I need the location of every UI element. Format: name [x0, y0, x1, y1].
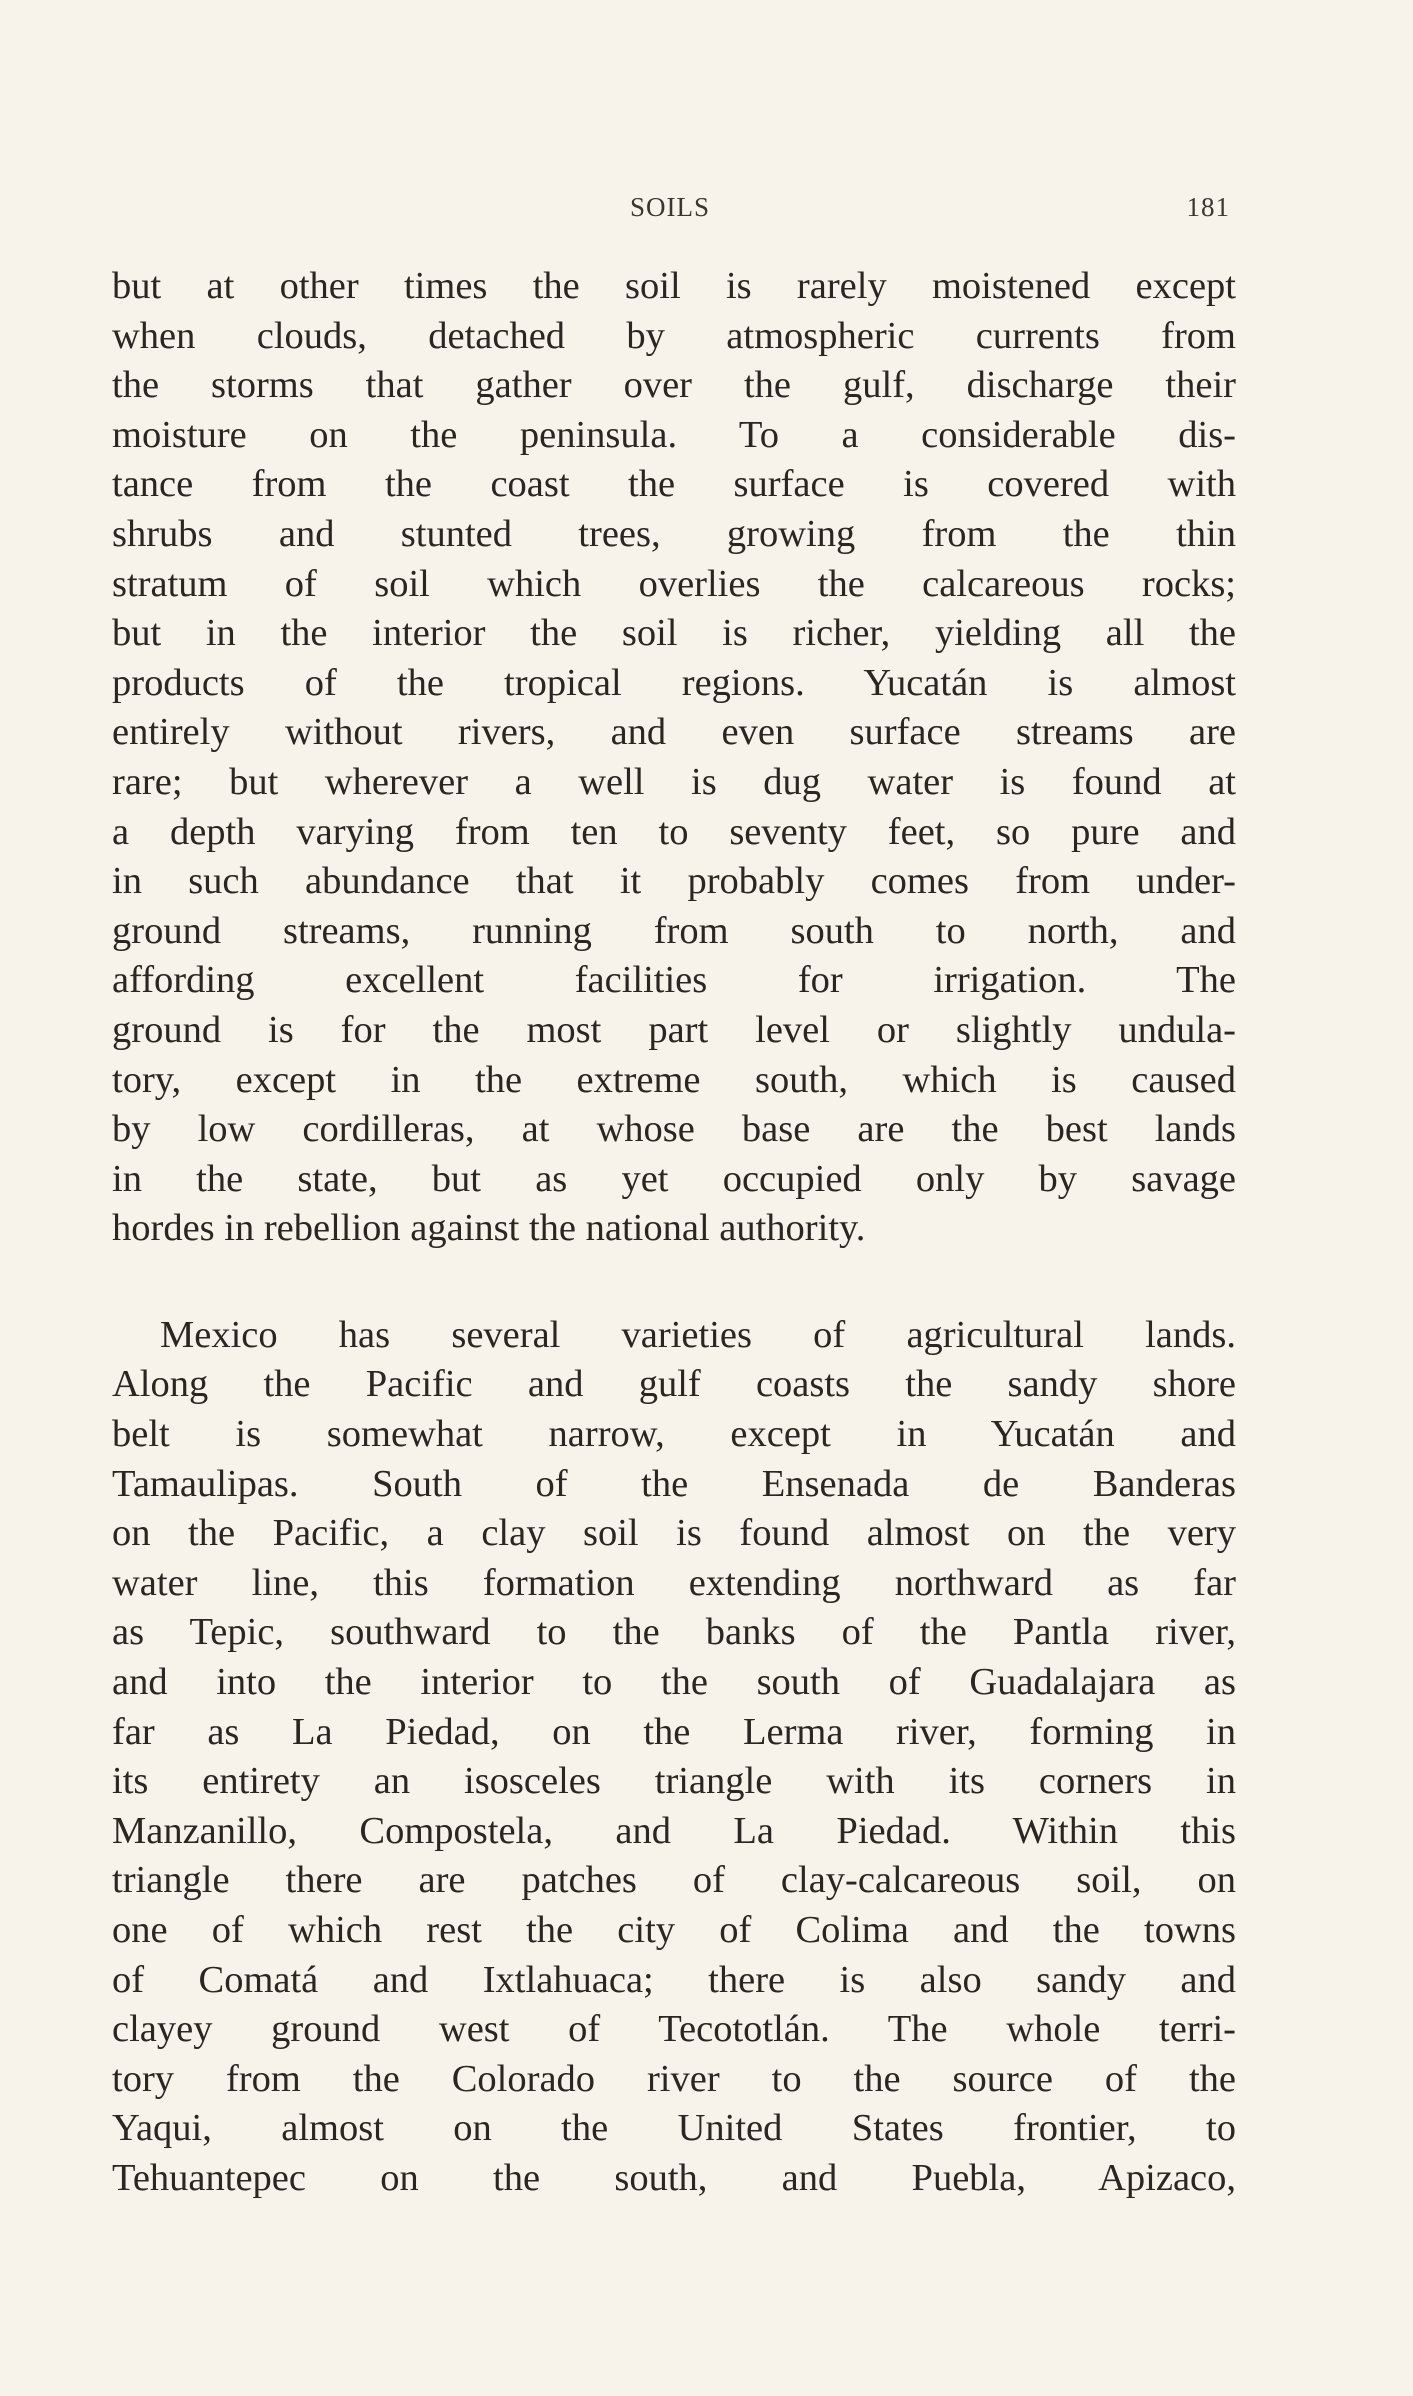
text-line: hordes in rebellion against the national authority. [112, 1207, 866, 1250]
text-line: Along the Pacific and gulf coasts the sandy shore [112, 1363, 1236, 1406]
paragraph-1 [112, 262, 1236, 1254]
text-line: tory, except in the extreme south, which is caused [112, 1058, 1236, 1101]
text-line: and into the interior to the south of Guadalajara as [112, 1661, 1236, 1704]
text-line: clayey ground west of Tecototlán. The whole terri- [112, 2008, 1236, 2051]
text-line: Mexico has several varieties of agricultural lands. [160, 1313, 1236, 1356]
running-head [110, 192, 1230, 232]
text-line: tory from the Colorado river to the source of the [112, 2057, 1236, 2100]
text-line: belt is somewhat narrow, except in Yucatán and [112, 1413, 1236, 1456]
page-number: 181 [1186, 192, 1230, 222]
text-line: in the state, but as yet occupied only by savage [112, 1157, 1236, 1200]
text-line: tance from the coast the surface is covered with [112, 463, 1236, 506]
paragraph-gap [112, 1254, 1236, 1311]
text-line: but in the interior the soil is richer, yielding all the [112, 612, 1236, 655]
text-line: far as La Piedad, on the Lerma river, forming in [112, 1710, 1236, 1753]
chapter-title: SOILS [629, 192, 710, 222]
text-line: Yaqui, almost on the United States frontier, to [112, 2107, 1236, 2150]
text-line: on the Pacific, a clay soil is found almost on the very [112, 1512, 1236, 1555]
text-line: affording excellent facilities for irrigation. The [112, 959, 1236, 1002]
text-line: when clouds, detached by atmospheric currents from [112, 314, 1236, 357]
text-line: ground streams, running from south to north, and [112, 909, 1236, 952]
text-line: in such abundance that it probably comes from under- [112, 860, 1236, 903]
text-line: of Comatá and Ixtlahuaca; there is also sandy and [112, 1958, 1236, 2001]
text-line: by low cordilleras, at whose base are the best lands [112, 1108, 1236, 1151]
text-line: the storms that gather over the gulf, discharge their [112, 364, 1236, 407]
text-line: Tehuantepec on the south, and Puebla, Apizaco, [112, 2156, 1236, 2199]
text-line: Tamaulipas. South of the Ensenada de Banderas [112, 1462, 1236, 1505]
text-line: shrubs and stunted trees, growing from the thin [112, 512, 1236, 555]
body-text [112, 262, 1236, 2204]
text-line: stratum of soil which overlies the calcareous rocks; [112, 562, 1236, 605]
text-line: its entirety an isosceles triangle with its corners in [112, 1760, 1236, 1803]
text-line: as Tepic, southward to the banks of the Pantla river, [112, 1611, 1236, 1654]
text-line: a depth varying from ten to seventy feet, so pure and [112, 810, 1236, 853]
text-line: entirely without rivers, and even surface streams are [112, 711, 1236, 754]
text-line: ground is for the most part level or slightly undula- [112, 1008, 1236, 1051]
text-line: triangle there are patches of clay-calcareous soil, on [112, 1859, 1236, 1902]
text-line: Manzanillo, Compostela, and La Piedad. Within this [112, 1809, 1236, 1852]
text-line: rare; but wherever a well is dug water is found at [112, 760, 1236, 803]
paragraph-2 [112, 1311, 1236, 2204]
text-line: water line, this formation extending northward as far [112, 1561, 1236, 1604]
text-line: but at other times the soil is rarely moistened except [112, 265, 1236, 307]
text-line: moisture on the peninsula. To a considerable dis- [112, 413, 1236, 456]
text-line: products of the tropical regions. Yucatán is almost [112, 661, 1236, 704]
text-line: one of which rest the city of Colima and the towns [112, 1909, 1236, 1951]
